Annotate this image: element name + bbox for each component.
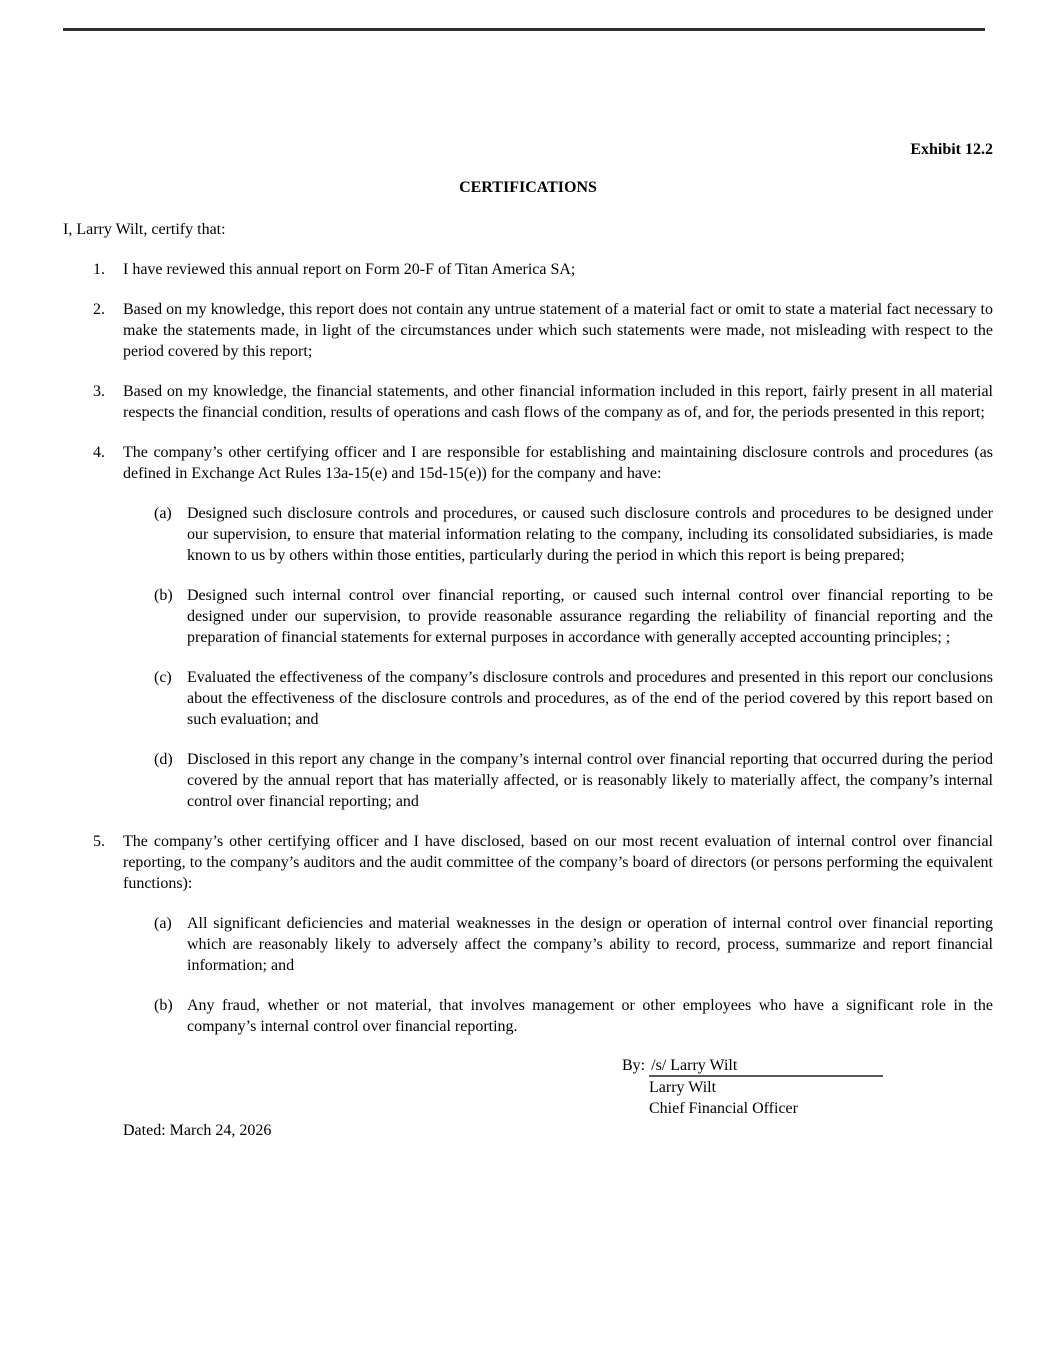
list-item-text: All significant deficiencies and material weaknesses in the design or operation of internal control over financial reporting which are reasonably likely to adversely affect the company’s ability to record, process, summarize and report financial information; and (187, 915, 993, 974)
intro-line: I, Larry Wilt, certify that: (63, 221, 226, 238)
list-marker: 3. (93, 383, 105, 400)
list-marker: (d) (154, 751, 173, 768)
dated-line: Dated: March 24, 2026 (123, 1122, 272, 1139)
list-subitem-5a (154, 913, 993, 976)
signature-line: /s/ Larry Wilt (649, 1056, 883, 1077)
list-item-3 (63, 381, 993, 423)
exhibit-label: Exhibit 12.2 (910, 141, 993, 158)
list-marker: (a) (154, 505, 172, 522)
list-item-2 (63, 299, 993, 362)
list-subitem-5b (154, 995, 993, 1037)
list-item-text: The company’s other certifying officer and I have disclosed, based on our most recent evaluation of internal control over financial reporting, to the company’s auditors and the audit committee of the company’s board of directors (or persons performing the equivalent functions): (123, 833, 993, 892)
list-item-text: Based on my knowledge, the financial statements, and other financial information included in this report, fairly present in all material respects the financial condition, results of operations and cash flows of the company as of, and for, the periods presented in this report; (123, 383, 993, 421)
list-marker: 1. (93, 261, 105, 278)
list-item-text: Disclosed in this report any change in the company’s internal control over financial reporting that occurred during the period covered by the annual report that has materially affected, or is reasonably likely to materially affect, the company’s internal control over financial reporting; and (187, 751, 993, 810)
list-subitem-4d (154, 749, 993, 812)
list-subitem-4b (154, 585, 993, 648)
list-marker: (b) (154, 997, 173, 1014)
list-item-text: Evaluated the effectiveness of the company’s disclosure controls and procedures and presented in this report our conclusions about the effectiveness of the disclosure controls and procedures, as of the end of the period covered by this report based on such evaluation; and (187, 669, 993, 728)
list-item-text: Designed such internal control over financial reporting, or caused such internal control over financial reporting to be designed under our supervision, to provide reasonable assurance regarding the reliability of financial reporting and the preparation of financial statements for external purposes in accordance with generally accepted accounting principles; ; (187, 587, 993, 646)
signer-title: Chief Financial Officer (649, 1100, 798, 1117)
signature-block (622, 1055, 993, 1119)
top-horizontal-rule (63, 28, 985, 31)
list-marker: 4. (93, 444, 105, 461)
list-subitem-4c (154, 667, 993, 730)
list-marker: (a) (154, 915, 172, 932)
signature-row (622, 1055, 993, 1077)
document-title: CERTIFICATIONS (459, 179, 597, 196)
list-item-text: I have reviewed this annual report on Form 20-F of Titan America SA; (123, 261, 576, 278)
list-item-1 (63, 259, 993, 280)
list-item-text: Any fraud, whether or not material, that involves management or other employees who have a significant role in the company’s internal control over financial reporting. (187, 997, 993, 1035)
list-marker: (c) (154, 669, 172, 686)
list-marker: 2. (93, 301, 105, 318)
list-subitem-4a (154, 503, 993, 566)
list-item-text: Based on my knowledge, this report does not contain any untrue statement of a material fact or omit to state a material fact necessary to make the statements made, in light of the circumstances under which such statements were made, not misleading with respect to the period covered by this report; (123, 301, 993, 360)
by-label: By: (622, 1057, 646, 1074)
list-item-5 (63, 831, 993, 894)
list-item-text: Designed such disclosure controls and procedures, or caused such disclosure controls and procedures to be designed under our supervision, to ensure that material information relating to the company, including its consolidated subsidiaries, is made known to us by others within those entities, particularly during the period in which this report is being prepared; (187, 505, 993, 564)
list-marker: (b) (154, 587, 173, 604)
list-item-text: The company’s other certifying officer and I are responsible for establishing and maintaining disclosure controls and procedures (as defined in Exchange Act Rules 13a-15(e) and 15d-15(e)) for the company and have: (123, 444, 993, 482)
signer-name: Larry Wilt (649, 1079, 717, 1096)
list-item-4 (63, 442, 993, 484)
list-marker: 5. (93, 833, 105, 850)
